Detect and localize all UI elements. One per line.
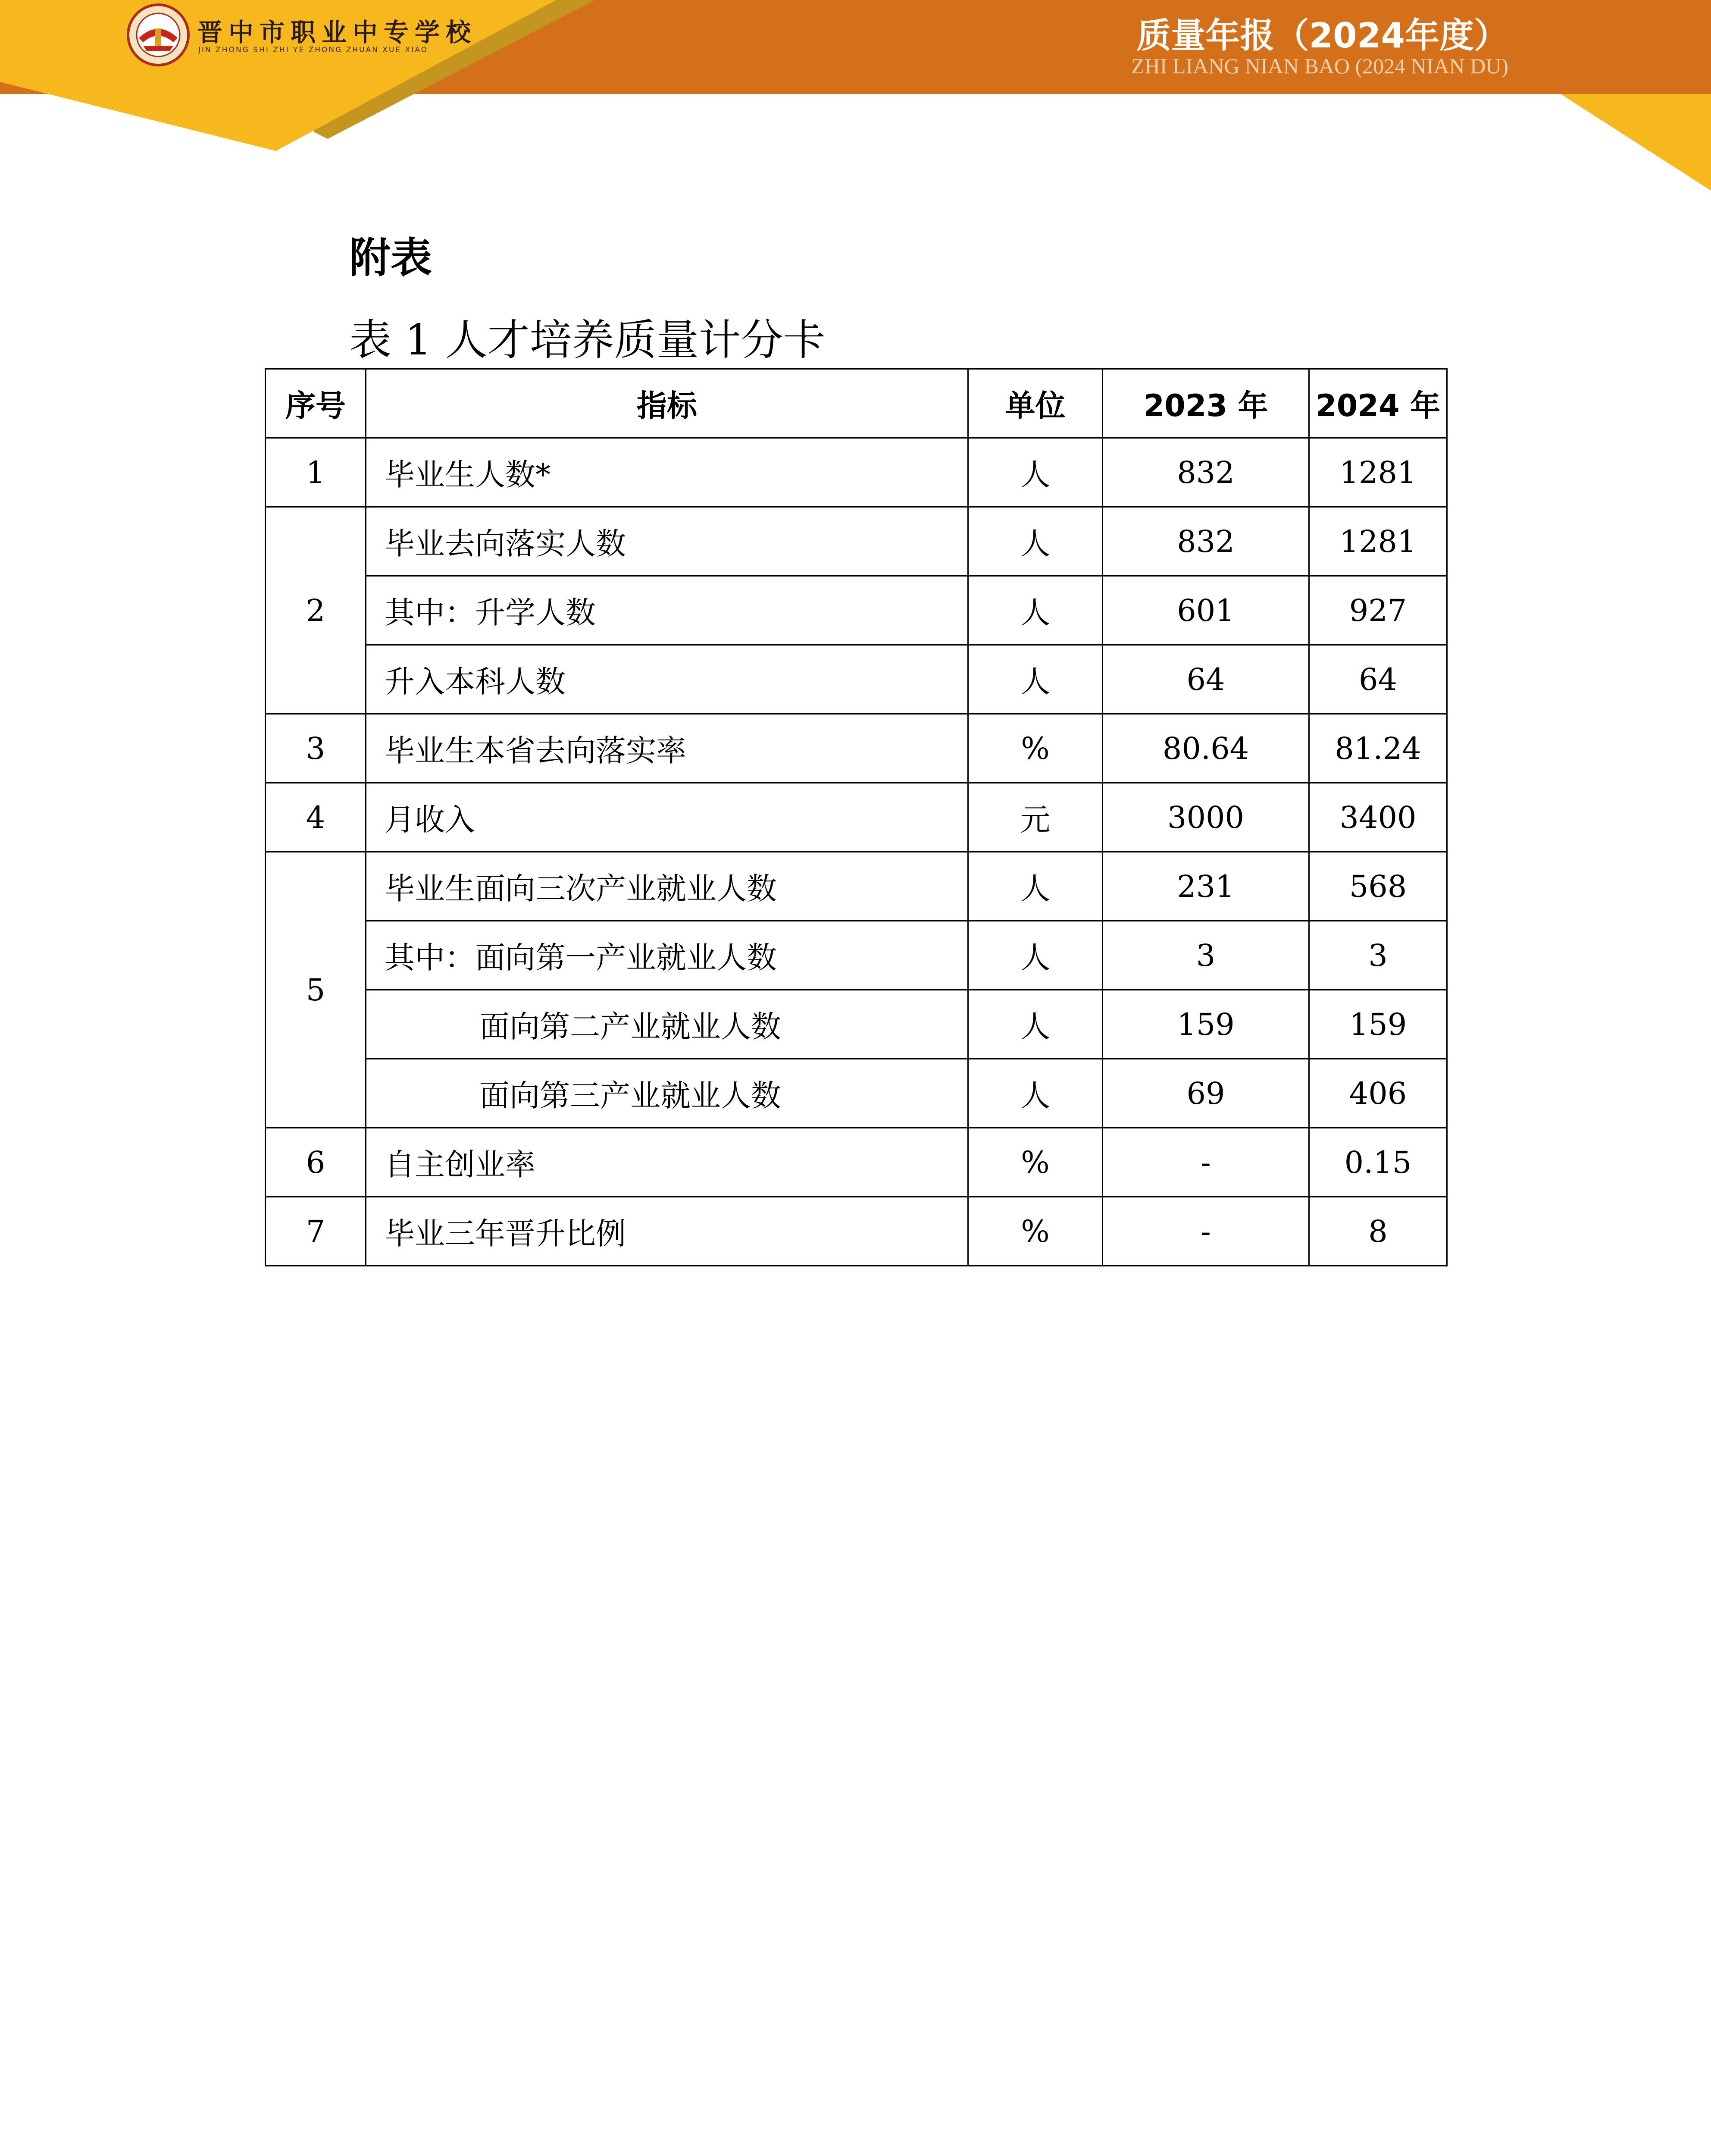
cell-2024: 8	[1309, 1197, 1447, 1266]
cell-2023: 3	[1103, 921, 1309, 990]
cell-indicator: 毕业三年晋升比例	[366, 1197, 968, 1266]
cell-2023: 832	[1103, 507, 1309, 576]
cell-2024: 927	[1309, 576, 1447, 645]
col-header-indicator: 指标	[366, 369, 968, 438]
cell-2023: -	[1103, 1197, 1309, 1266]
section-title: 附表	[349, 234, 432, 282]
cell-2023: 601	[1103, 576, 1309, 645]
table-row	[266, 921, 1447, 990]
cell-no: 2	[266, 507, 366, 714]
cell-unit: 人	[968, 576, 1103, 645]
cell-indicator: 其中：升学人数	[366, 576, 968, 645]
cell-2024: 406	[1309, 1059, 1447, 1128]
cell-no: 4	[266, 783, 366, 852]
table-row	[266, 1128, 1447, 1197]
cell-2023: 64	[1103, 645, 1309, 714]
cell-2024: 3400	[1309, 783, 1447, 852]
cell-indicator: 毕业去向落实人数	[366, 507, 968, 576]
cell-unit: %	[968, 1128, 1103, 1197]
school-logo-icon	[126, 3, 191, 67]
cell-indicator: 毕业生人数*	[366, 438, 968, 507]
table-row	[266, 783, 1447, 852]
cell-2024: 568	[1309, 852, 1447, 921]
cell-no: 6	[266, 1128, 366, 1197]
table-row	[266, 576, 1447, 645]
header-right-triangle	[1561, 94, 1711, 191]
cell-indicator: 升入本科人数	[366, 645, 968, 714]
cell-indicator: 月收入	[366, 783, 968, 852]
cell-unit: 人	[968, 921, 1103, 990]
cell-2023: 231	[1103, 852, 1309, 921]
table-header-row	[266, 369, 1447, 438]
table-row	[266, 645, 1447, 714]
col-header-unit: 单位	[968, 369, 1103, 438]
cell-unit: 人	[968, 438, 1103, 507]
cell-indicator: 毕业生本省去向落实率	[366, 714, 968, 783]
cell-2024: 3	[1309, 921, 1447, 990]
cell-indicator: 其中：面向第一产业就业人数	[366, 921, 968, 990]
table-row	[266, 990, 1447, 1059]
table-row	[266, 1059, 1447, 1128]
table-row	[266, 714, 1447, 783]
cell-unit: 人	[968, 852, 1103, 921]
cell-indicator: 毕业生面向三次产业就业人数	[366, 852, 968, 921]
school-name-cn: 晋中市职业中专学校	[197, 18, 477, 47]
cell-unit: 人	[968, 1059, 1103, 1128]
cell-indicator: 自主创业率	[366, 1128, 968, 1197]
cell-2023: 69	[1103, 1059, 1309, 1128]
cell-2024: 1281	[1309, 438, 1447, 507]
table-caption: 表 1 人才培养质量计分卡	[349, 316, 826, 365]
cell-unit: %	[968, 1197, 1103, 1266]
cell-unit: 元	[968, 783, 1103, 852]
score-table	[265, 368, 1448, 1266]
cell-2023: 3000	[1103, 783, 1309, 852]
table-row	[266, 852, 1447, 921]
cell-2024: 81.24	[1309, 714, 1447, 783]
col-header-2023: 2023 年	[1103, 369, 1309, 438]
cell-2023: -	[1103, 1128, 1309, 1197]
report-subtitle: ZHI LIANG NIAN BAO (2024 NIAN DU)	[1131, 54, 1508, 78]
table-row	[266, 438, 1447, 507]
cell-2024: 64	[1309, 645, 1447, 714]
cell-unit: 人	[968, 507, 1103, 576]
cell-unit: 人	[968, 990, 1103, 1059]
table-row	[266, 1197, 1447, 1266]
cell-2023: 159	[1103, 990, 1309, 1059]
cell-no: 5	[266, 852, 366, 1128]
cell-unit: %	[968, 714, 1103, 783]
cell-unit: 人	[968, 645, 1103, 714]
report-title: 质量年报（2024年度）	[1136, 16, 1508, 56]
cell-2023: 80.64	[1103, 714, 1309, 783]
cell-indicator: 面向第二产业就业人数	[366, 990, 968, 1059]
school-name-en: JIN ZHONG SHI ZHI YE ZHONG ZHUAN XUE XIAO	[198, 46, 428, 54]
cell-no: 3	[266, 714, 366, 783]
cell-no: 1	[266, 438, 366, 507]
cell-2023: 832	[1103, 438, 1309, 507]
cell-2024: 159	[1309, 990, 1447, 1059]
cell-no: 7	[266, 1197, 366, 1266]
cell-indicator: 面向第三产业就业人数	[366, 1059, 968, 1128]
col-header-no: 序号	[266, 369, 366, 438]
cell-2024: 0.15	[1309, 1128, 1447, 1197]
cell-2024: 1281	[1309, 507, 1447, 576]
table-row	[266, 507, 1447, 576]
col-header-2024: 2024 年	[1309, 369, 1447, 438]
